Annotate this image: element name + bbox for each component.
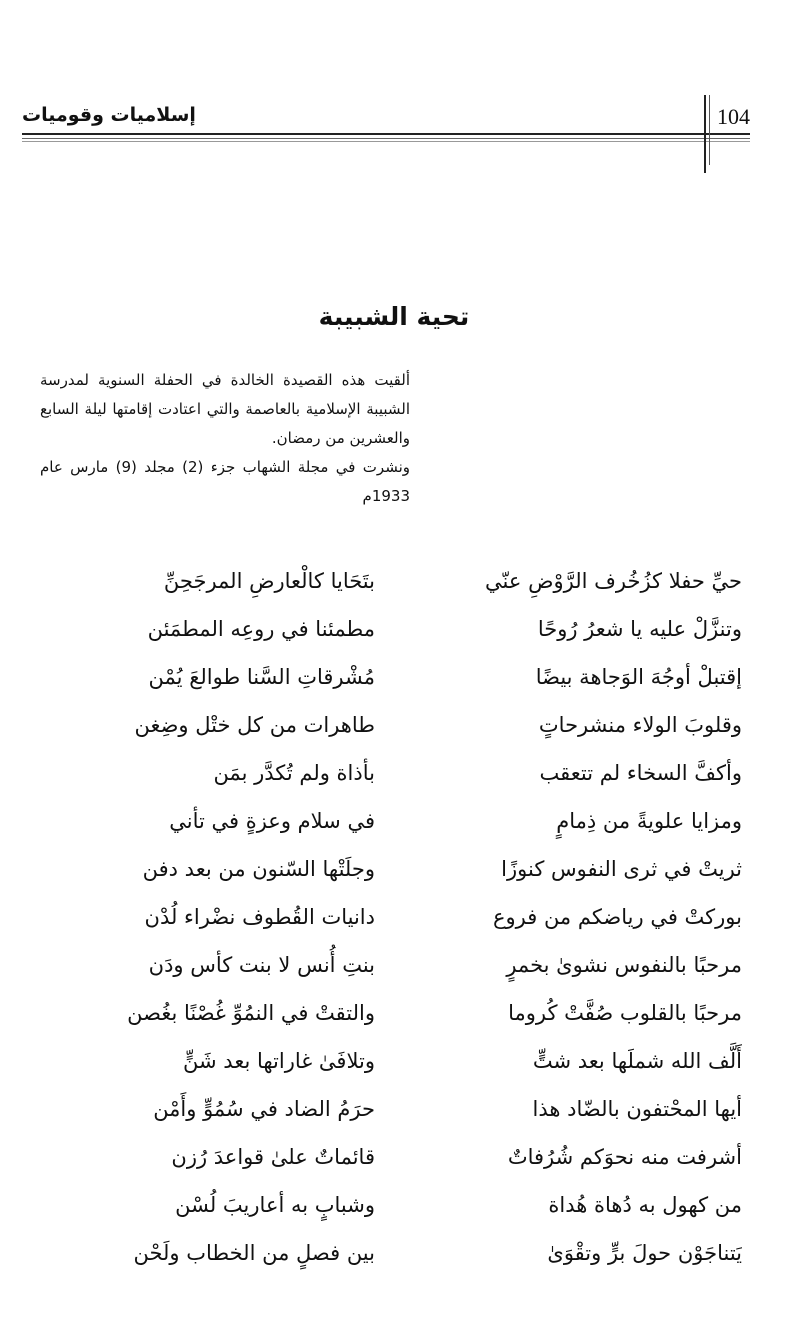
- poem-introduction: [40, 366, 410, 511]
- verse-second-hemistich: حرَمُ الضاد في سُمُوٍّ وأَمْن: [153, 1097, 375, 1121]
- header-rule-thin: [22, 138, 750, 139]
- verse-second-hemistich: مطمئنا في روعِه المطمَئن: [147, 617, 375, 641]
- verse-first-hemistich: وتنزَّلْ عليه يا شعرُ رُوحًا: [537, 617, 742, 641]
- verse-first-hemistich: مرحبًا بالنفوس نشوىٰ بخمرٍ: [506, 953, 742, 977]
- verse-second-hemistich: والتقتْ في النمُوِّ غُصْنًا بغُصن: [127, 1001, 375, 1025]
- verse-second-hemistich: بنتِ أُنس لا بنت كأس ودَن: [148, 953, 375, 977]
- verse-first-hemistich: أَلَّف الله شملَها بعد شتٍّ: [532, 1049, 742, 1073]
- verse-first-hemistich: أشرفت منه نحوَكم شُرُفاتٌ: [507, 1145, 742, 1169]
- verse-first-hemistich: حيِّ حفلا كزُخُرف الرَّوْضِ عنّي: [485, 569, 742, 593]
- verse-second-hemistich: قائماتٌ علىٰ قواعدَ رُزن: [171, 1145, 375, 1169]
- verse-first-hemistich: مرحبًا بالقلوب صُفَّتْ كُروما: [508, 1001, 742, 1025]
- verse-second-hemistich: بأذاة ولم تُكدَّر بمَن: [213, 761, 375, 785]
- verse-second-hemistich: طاهرات من كل ختْل وضِغن: [134, 713, 375, 737]
- header-rule: [22, 133, 750, 135]
- verse-first-hemistich: ومزايا علويةً من ذِمامٍ: [556, 809, 742, 833]
- poem-title: تحية الشبيبة: [318, 301, 470, 331]
- intro-paragraph: ألقيت هذه القصيدة الخالدة في الحفلة السنوية لمدرسة الشبيبة الإسلامية بالعاصمة والتي اعتادت إقامتها ليلة السابع والعشرين من رمضان.: [40, 371, 410, 447]
- verse-second-hemistich: مُشْرقاتِ السَّنا طوالعَ يُمْن: [148, 665, 375, 689]
- header-vertical-bar-thin: [709, 95, 710, 165]
- verse-first-hemistich: إقتبلْ أوجُهَ الوَجاهة بيضًا: [535, 665, 742, 689]
- verse-second-hemistich: في سلام وعزةٍ في تأني: [169, 809, 375, 833]
- verse-second-hemistich: بين فصلٍ من الخطاب ولَحْن: [133, 1241, 375, 1265]
- verse-first-hemistich: أيها المحْتفون بالضّاد هذا: [532, 1097, 742, 1121]
- page-number: 104: [717, 104, 750, 129]
- running-header-title: إسلاميات وقوميات: [22, 104, 196, 126]
- verse-first-hemistich: يَتناجَوْن حولَ برٍّ وتقْوَىٰ: [547, 1241, 742, 1265]
- verse-first-hemistich: بوركتْ في رياضكم من فروع: [492, 905, 742, 929]
- verse-second-hemistich: وجلَتْها السّنون من بعد دفن: [142, 857, 375, 881]
- header-vertical-bar: [704, 95, 706, 173]
- intro-publication-note: ونشرت في مجلة الشهاب جزء (2) مجلد (9) مارس عام 1933م: [40, 458, 410, 505]
- verse-second-hemistich: وتلافَىٰ غاراتها بعد شَنٍّ: [183, 1049, 375, 1073]
- header-rule-thin-lower: [22, 141, 750, 142]
- verse-second-hemistich: وشبابٍ به أعاريبَ لُسْن: [175, 1193, 375, 1217]
- verse-first-hemistich: ثريتْ في ثرى النفوس كنوزًا: [501, 857, 742, 881]
- verse-first-hemistich: وأكفَّ السخاء لم تتعقب: [539, 761, 742, 785]
- verse-first-hemistich: وقلوبَ الولاء منشرحاتٍ: [538, 713, 742, 737]
- verse-first-hemistich: من كهول به دُهاة هُداة: [548, 1193, 742, 1217]
- verse-second-hemistich: بتَحَايا كالْعارضِ المرجَحِنِّ: [163, 569, 375, 593]
- verse-second-hemistich: دانيات القُطوف نضْراء لُدْن: [144, 905, 375, 929]
